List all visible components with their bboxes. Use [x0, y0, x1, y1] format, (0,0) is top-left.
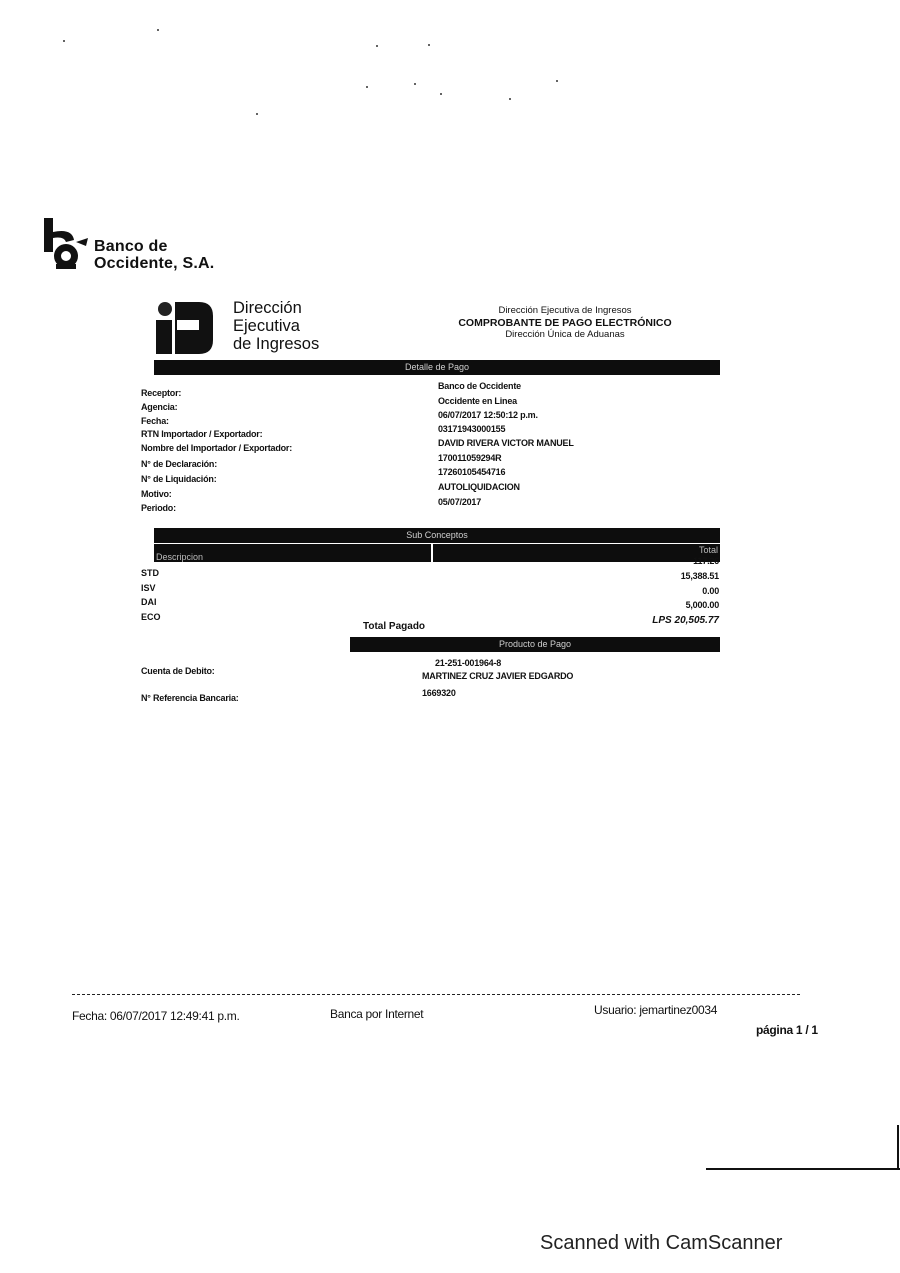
amount-row-3: 0.00 — [702, 586, 719, 596]
value-referencia-bancaria: 1669320 — [422, 688, 456, 698]
value-receptor: Banco de Occidente — [438, 381, 521, 391]
amount-row-4: 5,000.00 — [685, 600, 719, 610]
label-rtn: RTN Importador / Exportador: — [141, 429, 263, 439]
scan-speck — [157, 29, 159, 31]
header-department: Dirección Única de Aduanas — [505, 329, 625, 340]
scan-speck — [366, 86, 368, 88]
label-cuenta-debito: Cuenta de Debito: — [141, 666, 215, 676]
bank-logo-icon — [42, 218, 90, 270]
dei-logo-text — [233, 299, 319, 353]
label-referencia-bancaria: N° Referencia Bancaria: — [141, 693, 239, 703]
value-nombre-importador: DAVID RIVERA VICTOR MANUEL — [438, 438, 574, 448]
scan-edge-line — [706, 1168, 900, 1170]
value-titular: MARTINEZ CRUZ JAVIER EDGARDO — [422, 671, 574, 681]
scan-speck — [376, 45, 378, 47]
code-row-1: STD — [141, 568, 159, 578]
dei-logo-line3: de Ingresos — [233, 335, 320, 353]
bank-name-line2: Occidente, S.A. — [94, 255, 215, 272]
label-declaracion: N° de Declaración: — [141, 459, 218, 469]
scan-speck — [63, 40, 65, 42]
dei-logo-line1: Dirección — [233, 299, 302, 317]
value-rtn: 03171943000155 — [438, 424, 506, 434]
footer-divider — [72, 994, 800, 995]
footer-usuario: Usuario: jemartinez0034 — [594, 1003, 718, 1017]
bank-name-line1: Banco de — [94, 238, 168, 255]
label-periodo: Periodo: — [141, 503, 176, 513]
dei-logo-line2: Ejecutiva — [233, 317, 300, 335]
scan-speck — [556, 80, 558, 82]
value-agencia: Occidente en Linea — [438, 396, 517, 406]
scan-speck — [509, 98, 511, 100]
column-total-label: Total — [698, 545, 718, 555]
amount-row-2: 15,388.51 — [680, 571, 719, 581]
section-bar-sub-conceptos: Sub Conceptos — [154, 528, 720, 543]
label-fecha: Fecha: — [141, 416, 169, 426]
label-agencia: Agencia: — [141, 402, 178, 412]
value-fecha: 06/07/2017 12:50:12 p.m. — [438, 410, 538, 420]
section-bar-detalle: Detalle de Pago — [154, 360, 720, 375]
scan-speck — [414, 83, 416, 85]
document-header — [430, 305, 700, 341]
label-nombre-importador: Nombre del Importador / Exportador: — [141, 443, 293, 453]
column-header-total — [433, 544, 720, 562]
section-bar-producto: Producto de Pago — [350, 637, 720, 652]
code-row-3: DAI — [141, 597, 157, 607]
value-cuenta-debito: 21-251-001964-8 — [435, 658, 502, 668]
value-motivo: AUTOLIQUIDACION — [438, 482, 520, 492]
document-title: COMPROBANTE DE PAGO ELECTRÓNICO — [458, 317, 672, 329]
label-liquidacion: N° de Liquidación: — [141, 474, 217, 484]
scan-speck — [256, 113, 258, 115]
total-pagado-label: Total Pagado — [363, 621, 426, 632]
value-liquidacion: 17260105454716 — [438, 467, 506, 477]
value-declaracion: 170011059294R — [438, 453, 502, 463]
footer-pagina: página 1 / 1 — [756, 1023, 818, 1037]
camscanner-watermark: Scanned with CamScanner — [540, 1232, 783, 1254]
scan-speck — [440, 93, 442, 95]
footer-canal: Banca por Internet — [330, 1007, 424, 1021]
column-descripcion-label: Descripcion — [156, 552, 204, 562]
header-institution: Dirección Ejecutiva de Ingresos — [498, 305, 632, 316]
label-motivo: Motivo: — [141, 489, 172, 499]
code-row-2: ISV — [141, 583, 156, 593]
code-row-4: ECO — [141, 612, 161, 622]
footer-fecha: Fecha: 06/07/2017 12:49:41 p.m. — [72, 1009, 240, 1023]
bank-name — [94, 238, 214, 272]
scan-edge-line — [897, 1125, 899, 1170]
total-pagado-value: LPS 20,505.77 — [652, 615, 719, 626]
column-header-descripcion — [154, 544, 431, 562]
value-periodo: 05/07/2017 — [438, 497, 482, 507]
dei-logo-icon — [155, 300, 215, 356]
scan-speck — [428, 44, 430, 46]
label-receptor: Receptor: — [141, 388, 182, 398]
amount-row-1: 117.26 — [693, 556, 719, 566]
